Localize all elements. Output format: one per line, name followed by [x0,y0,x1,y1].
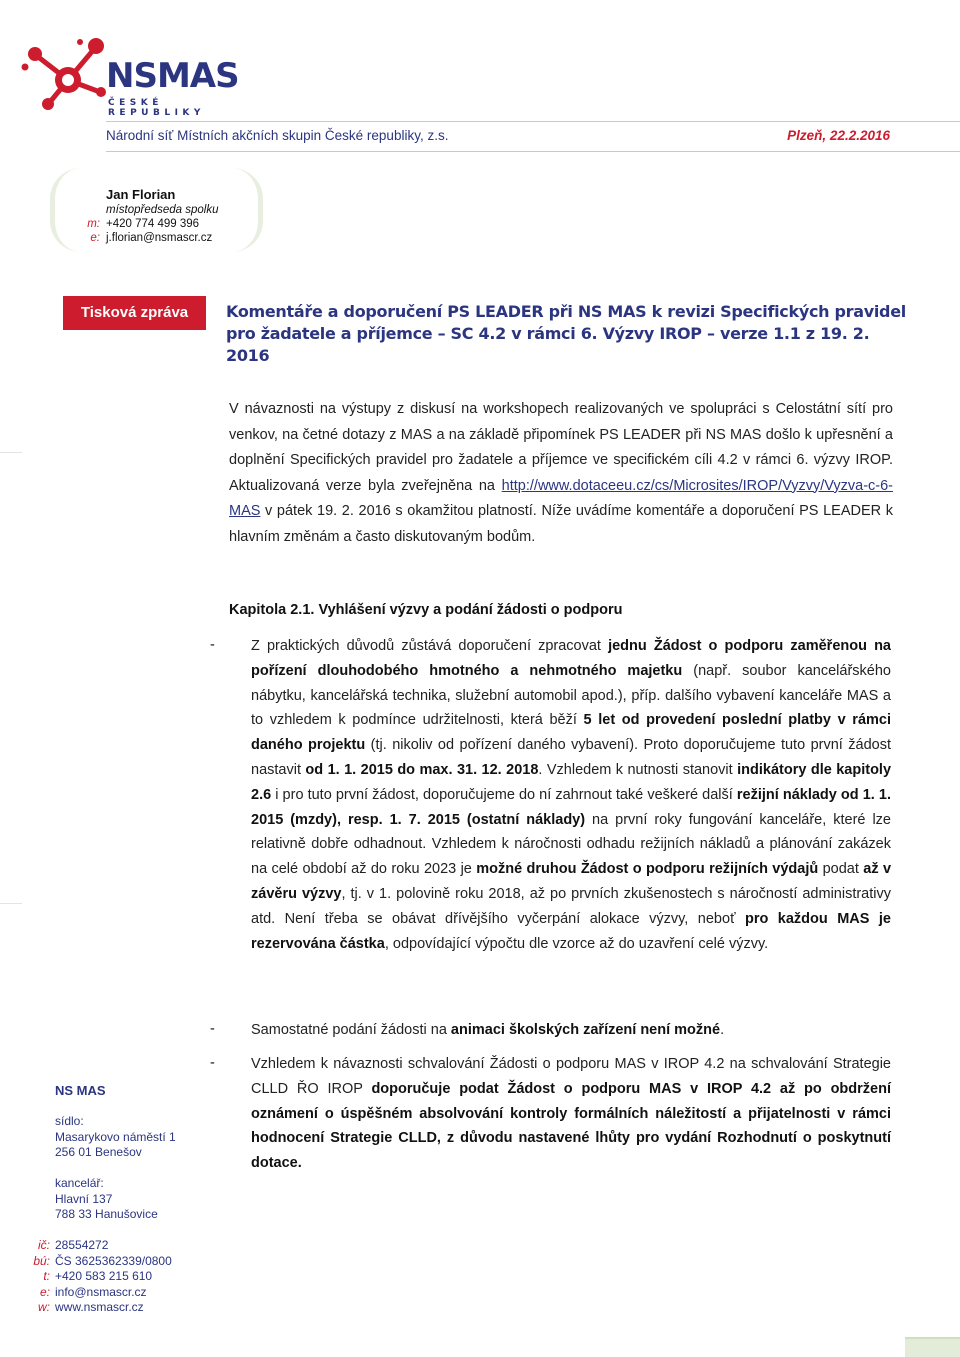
bullet-dash: - [210,1021,215,1037]
list-item-1: Z praktických důvodů zůstává doporučení zpracovat jednu Žádost o podporu zaměřenou na pořízení dlouhodobého hmotného a nehmotného majetku (např. soubor kancelářského nábytku, kancelářská technika, služební automobil apod.), příp. dalšího vybavení kanceláře MAS a to vzhledem k podmínce udržitelnosti, která běží 5 let od provedení poslední platby v rámci daného projektu (tj. nikoliv od pořízení daného vybavení). Proto doporučujeme tuto první žádost nastavit od 1. 1. 2015 do max. 31. 12. 2018. Vzhledem k nutnosti stanovit indikátory dle kapitoly 2.6 i pro tuto první žádost, doporučujeme do ní zahrnout také veškeré další režijní náklady od 1. 1. 2015 (mzdy), resp. 1. 7. 2015 (ostatní náklady) na první roky fungování kanceláře, které lze relativně dobře odhadnout. Vzhledem k náročnosti odhadu režijních nákladů a plánování zakázek na celé období až do roku 2023 je možné druhou Žádost o podporu režijních výdajů podat až v závěru výzvy, tj. v 1. polovině roku 2018, až po prvních zkušenostech s náročností administrativy atd. Není třeba se obávat dřívějšího vyčerpání alokace výzvy, neboť pro každou MAS je rezervována částka, odpovídající výpočtu dle vzorce až do uzavření celé výzvy. [251,638,892,952]
footer-seat-city: 256 01 Benešov [55,1145,142,1159]
footer-accent-line [905,1337,960,1339]
footer-email[interactable]: info@nsmascr.cz [55,1285,147,1299]
footer-office-label: kancelář: [55,1176,104,1190]
contact-email[interactable]: j.florian@nsmascr.cz [106,232,213,244]
logo-brand: NSMAS [106,56,239,96]
intro-text-a: V návaznosti na výstupy z diskusí na workshopech realizovaných ve spolupráci s Celostátní sítí pro venkov, na četné dotazy z MAS a na základě připomínek PS LEADER při NS MAS došlo k upřesnění a doplnění Specifických pravidel pro žadatele a příjemce ve specifickém cíli 4.2 v rámci 6. výzvy IROP. Aktualizovaná verze byla zveřejněna na [229,401,893,494]
list-item-2: Samostatné podání žádosti na animaci školských zařízení není možné. [251,1022,725,1038]
bullet-dash: - [210,637,215,653]
headline: Komentáře a doporučení PS LEADER při NS MAS k revizi Specifických pravidel pro žadatele a příjemce – SC 4.2 v rámci 6. Výzvy IROP – verze 1.1 z 19. 2. 2016 [226,302,906,365]
contact-phone[interactable]: +420 774 499 396 [106,218,200,230]
footer-web-label: w: [38,1300,50,1314]
contact-bracket-right [232,168,263,252]
email-label: e: [90,232,100,244]
intro-paragraph [229,397,893,550]
intro-text-b: v pátek 19. 2. 2016 s okamžitou platností. Níže uvádíme komentáře a doporučení PS LEADER k hlavním změnám a často diskutovaným bodům. [229,503,893,545]
contact-name: Jan Florian [106,187,176,202]
footer-web[interactable]: www.nsmascr.cz [55,1300,144,1314]
logo-subtitle: ČESKÉ REPUBLIKY [108,98,205,118]
footer-seat-label: sídlo: [55,1114,84,1128]
footer-seat-street: Masarykovo náměstí 1 [55,1130,176,1144]
footer-office-city: 788 33 Hanušovice [55,1207,158,1221]
footer-bu-label: bú: [33,1254,50,1268]
press-release-banner: Tisková zpráva [63,296,206,330]
nsmas-logo [20,34,239,118]
dotaceeu-link[interactable]: http://www.dotaceeu.cz/cs/Microsites/IROP/Vyzvy/Vyzva-c-6-MAS [229,477,894,519]
phone-label: m: [87,218,100,230]
contact-role: místopředseda spolku [106,204,219,216]
footer-accent-bar [905,1337,960,1357]
header-divider-2 [106,151,960,152]
network-molecule-icon [20,34,110,114]
bullet-dash: - [210,1055,215,1071]
footer-office-street: Hlavní 137 [55,1192,113,1206]
margin-mark [0,903,22,904]
footer-phone-label: t: [43,1269,50,1283]
footer-ic-label: ič: [38,1238,50,1252]
place-date: Plzeň, 22.2.2016 [787,128,890,143]
footer-title: NS MAS [55,1083,106,1098]
organization-name: Národní síť Místních akčních skupin České republiky, z.s. [106,128,449,143]
footer-email-label: e: [39,1285,50,1299]
footer-ic: 28554272 [55,1238,109,1252]
footer-phone[interactable]: +420 583 215 610 [55,1269,153,1283]
footer-bank-account: ČS 3625362339/0800 [55,1254,172,1268]
margin-mark [0,452,22,453]
list-item-3: Vzhledem k návaznosti schvalování Žádosti o podporu MAS v IROP 4.2 na schvalování Strategie CLLD ŘO IROP doporučuje podat Žádost o podporu MAS v IROP 4.2 až po obdržení oznámení o úspěšném absolvování kontroly formálních náležitostí a přijatelnosti v rámci hodnocení Strategie CLLD, z důvodu nastavené lhůty pro vydání Rozhodnutí o poskytnutí dotace. [251,1056,891,1172]
chapter-title: Kapitola 2.1. Vyhlášení výzvy a podání žádosti o podporu [229,602,623,618]
header-divider [106,121,960,122]
